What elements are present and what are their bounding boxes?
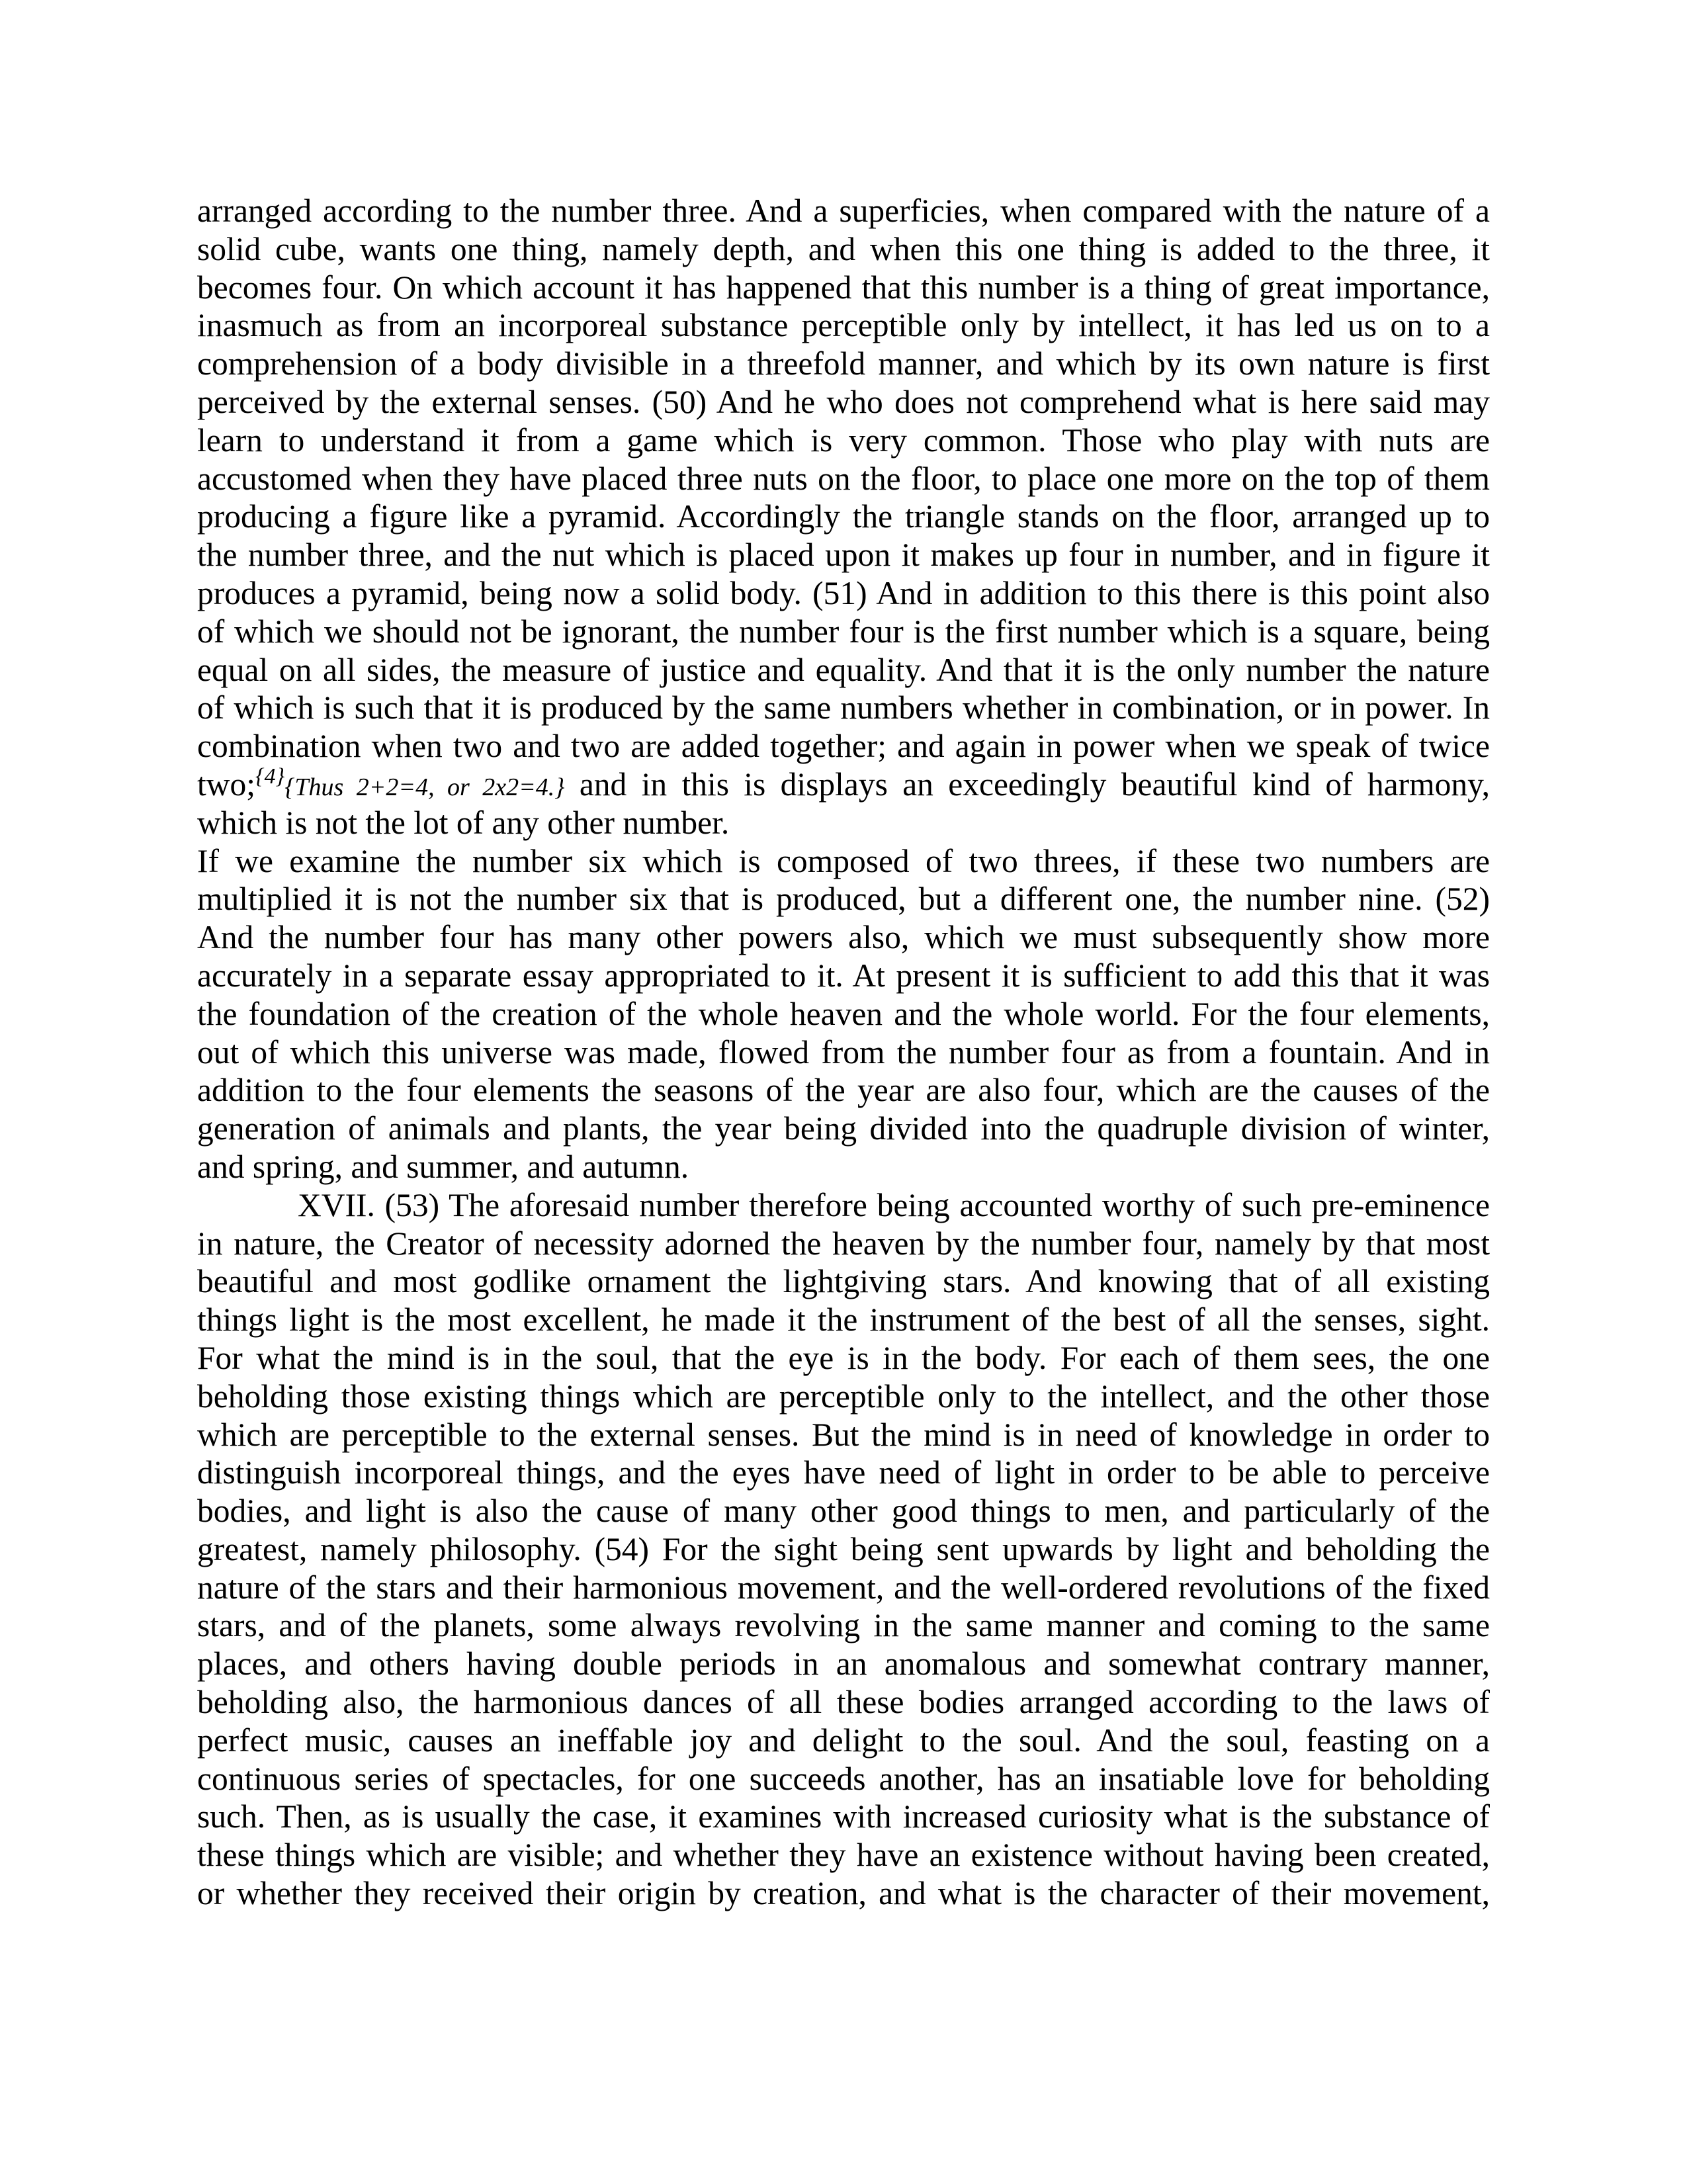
text-line: the number three, and the nut which is placed upon it makes up four in number, and in figure it	[197, 537, 1490, 574]
paragraph-2	[197, 842, 1490, 1186]
text-line: If we examine the number six which is composed of two threes, if these two numbers are	[197, 842, 1490, 879]
text-line: producing a figure like a pyramid. Accordingly the triangle stands on the floor, arranged up to	[197, 498, 1490, 535]
footnote-inline-note: {Thus 2+2=4, or 2x2=4.}	[284, 773, 565, 801]
text-line: places, and others having double periods in an anomalous and somewhat contrary manner,	[197, 1645, 1490, 1682]
text-line: beholding those existing things which are perceptible only to the intellect, and the other those	[197, 1377, 1490, 1415]
text-line: multiplied it is not the number six that is produced, but a different one, the number nine. (52)	[197, 881, 1490, 918]
footnote-line-after: and in this is displays an exceedingly beautiful kind of harmony,	[564, 765, 1490, 803]
text-line: which are perceptible to the external senses. But the mind is in need of knowledge in order to	[197, 1416, 1490, 1453]
text-line: And the number four has many other powers also, which we must subsequently show more	[197, 919, 1490, 956]
text-line: becomes four. On which account it has happened that this number is a thing of great importance,	[197, 269, 1490, 306]
text-line-last: and spring, and summer, and autumn.	[197, 1148, 689, 1185]
text-line: distinguish incorporeal things, and the eyes have need of light in order to be able to perceive	[197, 1454, 1490, 1491]
text-line: learn to understand it from a game which is very common. Those who play with nuts are	[197, 421, 1490, 459]
text-line: perceived by the external senses. (50) And he who does not comprehend what is here said may	[197, 383, 1490, 420]
text-line: accustomed when they have placed three nuts on the floor, to place one more on the top of them	[197, 460, 1490, 497]
text-line: combination when two and two are added together; and again in power when we speak of twice	[197, 728, 1490, 765]
text-line: the foundation of the creation of the whole heaven and the whole world. For the four elements,	[197, 995, 1490, 1032]
text-line: continuous series of spectacles, for one succeeds another, has an insatiable love for beholding	[197, 1760, 1490, 1797]
text-line: beholding also, the harmonious dances of all these bodies arranged according to the laws of	[197, 1684, 1490, 1721]
text-line: greatest, namely philosophy. (54) For the sight being sent upwards by light and beholding the	[197, 1530, 1490, 1567]
text-line: For what the mind is in the soul, that the eye is in the body. For each of them sees, the one	[197, 1339, 1490, 1376]
text-line: these things which are visible; and whether they have an existence without having been created,	[197, 1837, 1490, 1874]
text-line: comprehension of a body divisible in a threefold manner, and which by its own nature is first	[197, 345, 1490, 382]
footnote-line	[197, 765, 1490, 804]
text-line: solid cube, wants one thing, namely depth, and when this one thing is added to the three, it	[197, 230, 1490, 267]
text-line: generation of animals and plants, the year being divided into the quadruple division of winter,	[197, 1110, 1490, 1147]
text-line: of which we should not be ignorant, the number four is the first number which is a square, being	[197, 613, 1490, 650]
footnote-reference[interactable]: {4}	[255, 764, 285, 789]
text-line: produces a pyramid, being now a solid body. (51) And in addition to this there is this point also	[197, 574, 1490, 611]
text-line: bodies, and light is also the cause of many other good things to men, and particularly of the	[197, 1493, 1490, 1530]
paragraph-3	[197, 1186, 1490, 1913]
text-line: things light is the most excellent, he made it the instrument of the best of all the senses, sight.	[197, 1301, 1490, 1338]
document-page	[197, 192, 1490, 1913]
text-line: such. Then, as is usually the case, it examines with increased curiosity what is the substance of	[197, 1798, 1490, 1835]
text-line: of which is such that it is produced by the same numbers whether in combination, or in power. In	[197, 689, 1490, 726]
paragraph-1	[197, 192, 1490, 842]
text-line: in nature, the Creator of necessity adorned the heaven by the number four, namely by that most	[197, 1225, 1490, 1262]
section-heading-line: XVII. (53) The aforesaid number therefore being accounted worthy of such pre-eminence	[298, 1186, 1490, 1223]
text-line: stars, and of the planets, some always revolving in the same manner and coming to the same	[197, 1607, 1490, 1644]
text-line: equal on all sides, the measure of justice and equality. And that it is the only number the nature	[197, 651, 1490, 688]
text-line: or whether they received their origin by creation, and what is the character of their movement,	[197, 1875, 1490, 1912]
text-line: perfect music, causes an ineffable joy and delight to the soul. And the soul, feasting on a	[197, 1722, 1490, 1759]
text-line: arranged according to the number three. And a superficies, when compared with the nature of a	[197, 193, 1490, 229]
text-line: accurately in a separate essay appropriated to it. At present it is sufficient to add this that it was	[197, 957, 1490, 994]
text-line: inasmuch as from an incorporeal substance perceptible only by intellect, it has led us on to a	[197, 307, 1490, 344]
text-line-last: which is not the lot of any other number.	[197, 804, 730, 841]
text-line: addition to the four elements the seasons of the year are also four, which are the causes of the	[197, 1072, 1490, 1109]
text-line: out of which this universe was made, flowed from the number four as from a fountain. And in	[197, 1033, 1490, 1070]
text-line: beautiful and most godlike ornament the lightgiving stars. And knowing that of all existing	[197, 1263, 1490, 1300]
footnote-line-before: two;	[197, 765, 256, 803]
text-line: nature of the stars and their harmonious movement, and the well-ordered revolutions of the fixed	[197, 1569, 1490, 1606]
